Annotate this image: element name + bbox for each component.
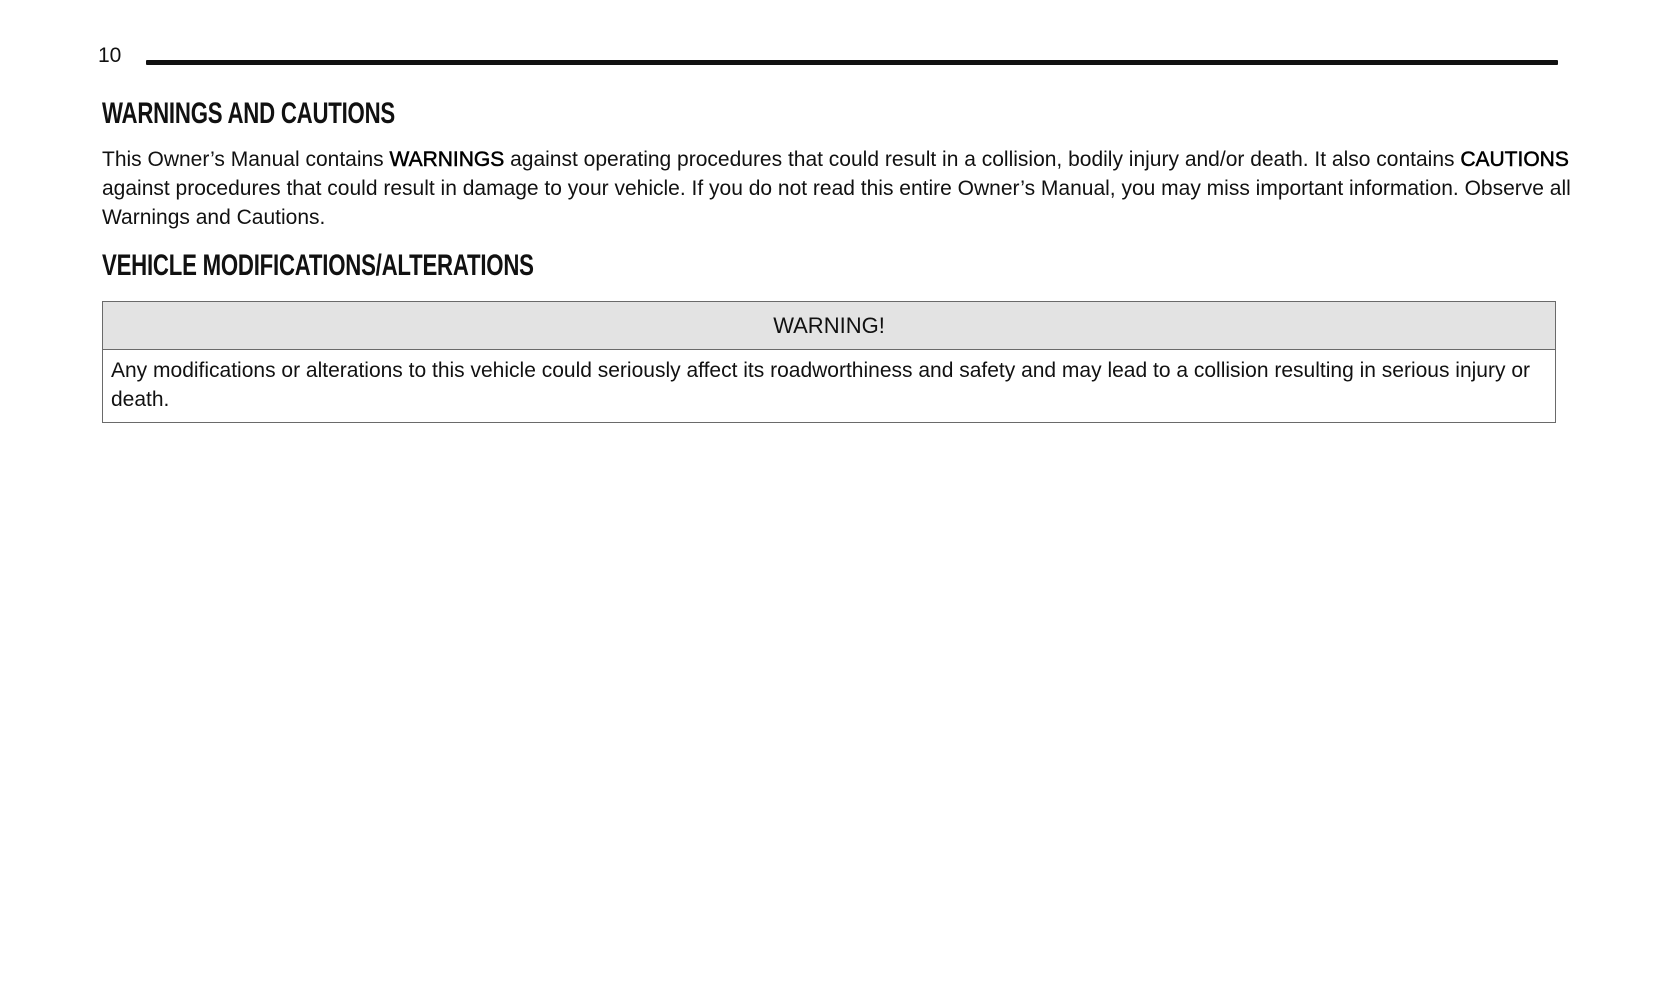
intro-text-part-3: against procedures that could result in damage to your vehicle. If you do not read this entire Owner’s Manual, you may miss important information. Observe all Warnings and Cautions.: [102, 177, 1571, 229]
warning-box-body: Any modifications or alterations to this vehicle could seriously affect its roadworthiness and safety and may lead to a collision resulting in serious injury or death.: [111, 359, 1530, 411]
warning-box-header: WARNING!: [103, 302, 1555, 350]
intro-text-part-1: This Owner’s Manual contains: [102, 148, 390, 171]
section-title-vehicle-modifications: VEHICLE MODIFICATIONS/ALTERATIONS: [102, 249, 534, 282]
page-number: 10: [98, 44, 122, 67]
intro-text-part-2: against operating procedures that could result in a collision, bodily injury and/or death. It also contains: [504, 148, 1461, 171]
warning-box: [102, 301, 1556, 423]
intro-paragraph: [102, 145, 1572, 232]
cautions-keyword: CAUTIONS: [1460, 148, 1569, 171]
header-rule: [146, 60, 1558, 65]
section-title-warnings-and-cautions: WARNINGS AND CAUTIONS: [102, 97, 395, 130]
warnings-keyword: WARNINGS: [389, 148, 505, 171]
